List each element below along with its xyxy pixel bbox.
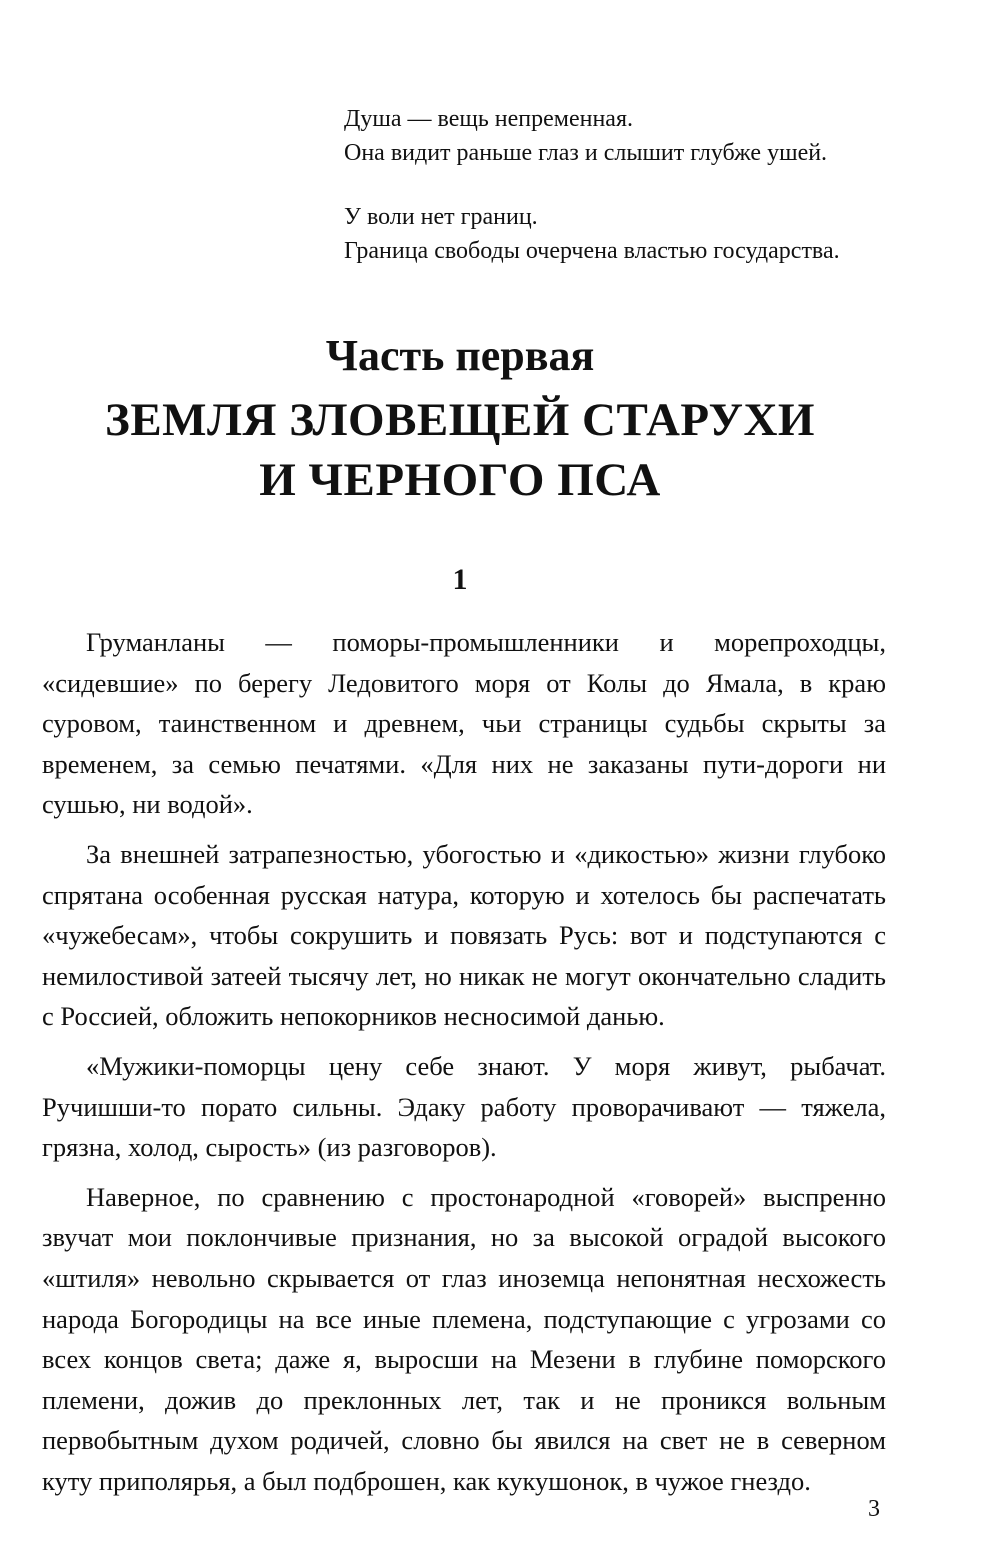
- epigraph-line: Она видит раньше глаз и слышит глубже ушей.: [344, 140, 828, 166]
- part-title-line: ЗЕМЛЯ ЗЛОВЕЩЕЙ СТАРУХИ: [105, 394, 815, 446]
- epigraph: [344, 102, 944, 298]
- paragraph: Наверное, по сравнению с простонародной «говорей» выспренно звучат мои поклончивые признания, но за высокой оградой высокого «штиля» невольно скрывается от глаз иноземца непонятная несхожесть народа Богородицы на все иные племена, подступающие с угрозами со всех концов света; даже я, выросши на Мезени в глубине поморского племени, дожив до преклонных лет, так и не проникся вольным первобытным духом родичей, словно бы явился на свет не в северном куту приполярья, а был подброшен, как кукушонок, в чужое гнездо.: [42, 1181, 886, 1496]
- part-title: [0, 390, 920, 510]
- epigraph-stanza: [344, 200, 944, 268]
- paragraph: «Мужики-поморцы цену себе знают. У моря живут, рыбачат. Ручишши-то порато сильны. Эдаку работу проворачивают — тяжела, грязна, холод, сырость» (из разговоров).: [42, 1050, 886, 1163]
- part-label: Часть первая: [325, 331, 595, 380]
- body-text: [42, 622, 886, 1510]
- chapter-number: 1: [452, 563, 468, 596]
- epigraph-line: Граница свободы очерчена властью государства.: [344, 238, 840, 264]
- paragraph: Груманланы — поморы-промышленники и морепроходцы, «сидевшие» по берегу Ледовитого моря от Колы до Ямала, в краю суровом, таинственном и древнем, чьи страницы судьбы скрыты за временем, за семью печатями. «Для них не заказаны пути-дороги ни сушью, ни водой».: [42, 627, 886, 820]
- paragraph: За внешней затрапезностью, убогостью и «дикостью» жизни глубоко спрятана особенная русская натура, которую и хотелось бы распечатать «чужебесам», чтобы сокрушить и повязать Русь: вот и подступаются с немилостивой затеей тысячу лет, но никак не могут окончательно сладить с Россией, обложить непокорников несносимой данью.: [42, 838, 886, 1032]
- page-number: 3: [868, 1496, 880, 1522]
- epigraph-line: Душа — вещь непременная.: [344, 106, 633, 132]
- part-title-line: И ЧЕРНОГО ПСА: [259, 454, 661, 506]
- epigraph-line: У воли нет границ.: [344, 204, 538, 230]
- epigraph-stanza: [344, 102, 944, 170]
